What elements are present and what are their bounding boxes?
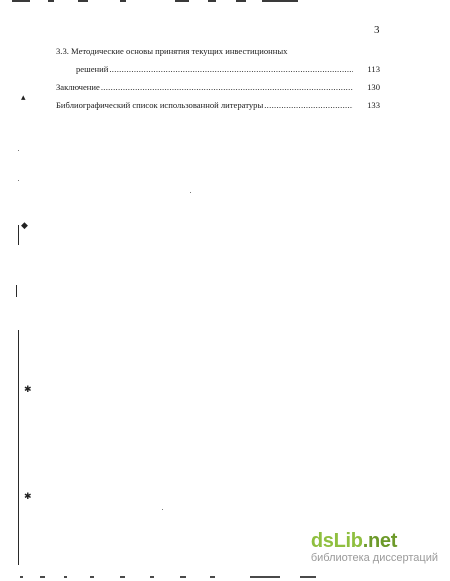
watermark-subtitle: библиотека диссертаций	[310, 552, 438, 564]
page-number: 3	[374, 24, 380, 36]
scan-bottom-artifact	[0, 573, 450, 581]
scan-mark: ✱	[24, 492, 32, 502]
toc-leader-dots	[264, 100, 353, 110]
scan-edge-line	[18, 330, 19, 565]
table-of-contents	[56, 46, 380, 118]
toc-entry-title: Библиографический список использованной литературы	[56, 100, 264, 110]
toc-page-number: 133	[367, 100, 380, 110]
scan-top-artifact	[0, 0, 450, 5]
toc-entry-title-continued: решений	[76, 64, 109, 74]
watermark-logo-part1: dsLib	[310, 530, 363, 552]
scan-speck	[18, 150, 19, 151]
toc-page-number: 130	[367, 82, 380, 92]
scan-speck	[162, 509, 163, 510]
scan-mark: ◆	[21, 221, 28, 231]
scan-mark: ▴	[21, 93, 26, 103]
site-watermark[interactable]	[311, 531, 438, 565]
scan-speck	[190, 192, 191, 193]
toc-entry-3-3	[56, 46, 380, 82]
scan-speck	[18, 180, 19, 181]
toc-entry-title: Заключение	[56, 82, 100, 92]
toc-page-number: 113	[367, 64, 380, 74]
scan-edge-line	[18, 225, 19, 245]
watermark-logo[interactable]	[311, 531, 438, 551]
scan-edge-line	[16, 285, 17, 297]
toc-entry-title: 3.3. Методические основы принятия текущих инвестиционных	[56, 46, 288, 56]
toc-entry-continuation	[56, 64, 380, 82]
toc-entry-bibliography	[56, 100, 380, 118]
toc-leader-dots	[109, 64, 353, 74]
scan-mark: ✱	[24, 385, 32, 395]
toc-leader-dots	[101, 82, 353, 92]
toc-entry-conclusion	[56, 82, 380, 100]
watermark-logo-part2: .net	[362, 530, 398, 552]
